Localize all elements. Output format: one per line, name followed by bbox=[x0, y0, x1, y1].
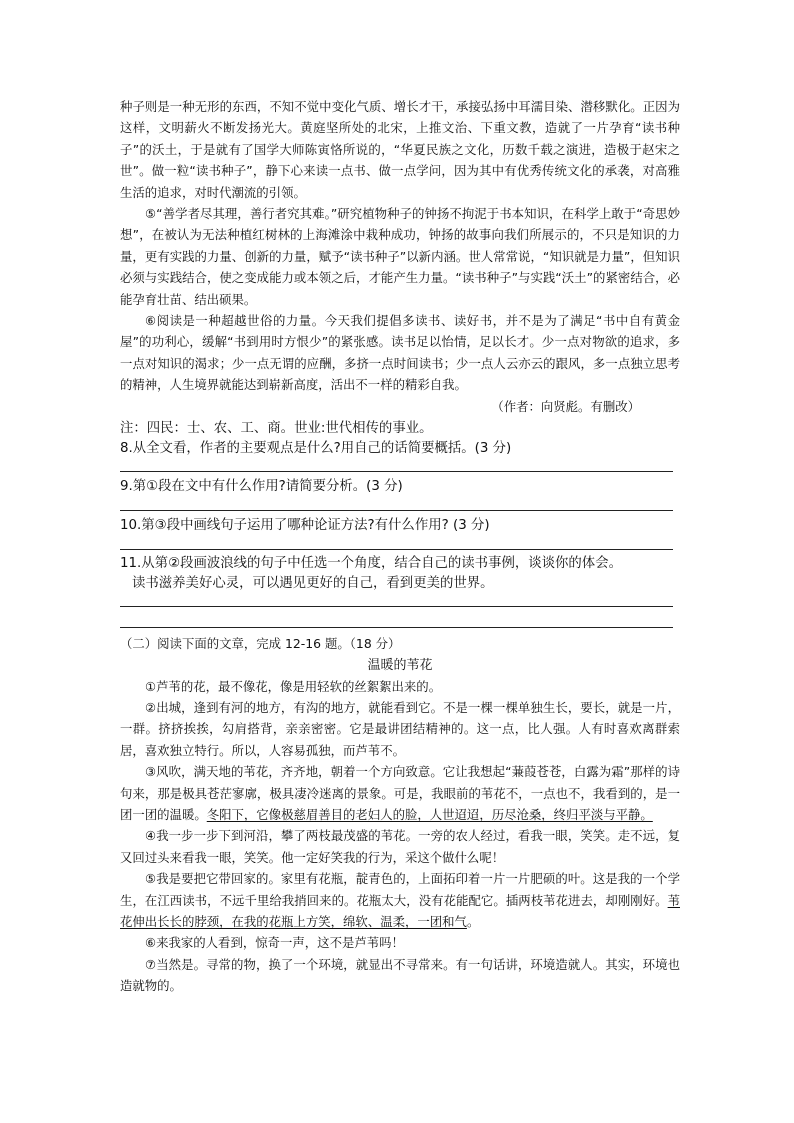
section-2-heading: （二）阅读下面的文章，完成 12-16 题。（18 分） bbox=[120, 636, 401, 652]
footnote: 注：四民：士、农、工、商。世业:世代相传的事业。 bbox=[120, 421, 433, 437]
question-11: 11.从第②段画波浪线的句子中任选一个角度，结合自己的读书事例，谈谈你的体会。 bbox=[120, 556, 622, 572]
passage-paragraph-continued: 种子则是一种无形的东西，不知不觉中变化气质、增长才干，承接弘扬中耳濡目染、潜移默化。正因为这样，文明薪火不断发扬光大。黄庭坚所处的北宋，上推文治、下重文教，造就了一片孕育“读书种子”的沃土，于是就有了国学大师陈寅恪所说的，“华夏民族之文化，历数千载之演进，造极于赵宋之世”。做一粒“读书种子”，静下心来读一点书、做一点学问，因为其中有优秀传统文化的承袭，对高雅生活的追求，对时代潮流的引领。 bbox=[120, 99, 680, 200]
paragraph-5-end: 。 bbox=[466, 913, 480, 929]
article-paragraph-1: ①芦苇的花，最不像花，像是用轻软的丝絮絮出来的。 bbox=[145, 678, 442, 694]
article-paragraph-2: ②出城，逢到有河的地方，有沟的地方，就能看到它。不是一棵一棵单独生长，要长，就是一片，一群。挤挤挨挨，勾肩搭背，亲亲密密。它是最讲团结精神的。这一点，比人强。人有时喜欢离群索居，喜欢独立特行。所以，人容易孤独，而芦苇不。 bbox=[120, 699, 680, 758]
paragraph-3-text: ③风吹，满天地的苇花，齐齐地，朝着一个方向致意。它让我想起“蒹葭苍苍，白露为霜”那样的诗句来，那是极具苍茫寥廓，极具凄冷迷离的景象。可是，我眼前的苇花不，一点也不，我看到的，是一团一团的温暖。 bbox=[120, 764, 680, 822]
author-credit: （作者：向贤彪。有删改） bbox=[491, 398, 640, 414]
underlined-sentence: 冬阳下，它像极慈眉善目的老妇人的脸，人世迢迢，历尽沧桑，终归平淡与平静。 bbox=[206, 806, 653, 822]
answer-line[interactable] bbox=[120, 549, 673, 550]
exam-page bbox=[120, 96, 680, 997]
paragraph-5-text: ⑤我是要把它带回家的。家里有花瓶，靛青色的，上面拓印着一片一片肥硕的叶。这是我的一个学生，在江西读书，不远千里给我捎回来的。花瓶太大，没有花能配它。插两枝苇花进去，却刚刚好。 bbox=[120, 871, 680, 908]
article-paragraph-5 bbox=[120, 868, 680, 932]
underlined-sentence: 苇花伸出长长的脖颈，在我的花瓶上方笑，绵软、温柔，一团和气 bbox=[120, 892, 680, 929]
question-11-answer: 读书滋养美好心灵，可以遇见更好的自己，看到更美的世界。 bbox=[132, 576, 494, 592]
article-title: 温暖的苇花 bbox=[367, 657, 433, 673]
question-10: 10.第③段中画线句子运用了哪种论证方法?有什么作用? (3 分) bbox=[120, 518, 490, 534]
article-paragraph-6: ⑥来我家的人看到，惊奇一声，这不是芦苇吗！ bbox=[145, 935, 404, 951]
article-paragraph-4: ④我一步一步下到河沿，攀了两枝最茂盛的苇花。一旁的农人经过，看我一眼，笑笑。走不远，复又回过头来看我一眼，笑笑。他一定好笑我的行为，采这个做什么呢！ bbox=[120, 828, 680, 865]
question-9: 9.第①段在文中有什么作用?请简要分析。(3 分) bbox=[120, 479, 403, 495]
question-8: 8.从全文看，作者的主要观点是什么?用自己的话简要概括。(3 分) bbox=[120, 441, 512, 457]
article-paragraph-7: ⑦当然是。寻常的物，换了一个环境，就显出不寻常来。有一句话讲，环境造就人。其实，环境也造就物的。 bbox=[120, 956, 680, 994]
passage-paragraph-5: ⑤“善学者尽其理，善行者究其难。”研究植物种子的钟扬不拘泥于书本知识，在科学上敢于“奇思妙想”，在被认为无法种植红树林的上海滩涂中栽种成功，钟扬的故事向我们所展示的，不只是知识的力量，更有实践的力量、创新的力量，赋予“读书种子”以新内涵。世人常常说，“知识就是力量”，但知识必须与实践结合，使之变成能力或本领之后，才能产生力量。“读书种子”与实践“沃土”的紧密结合，必能孕育壮苗、结出硕果。 bbox=[120, 206, 680, 307]
article-paragraph-3 bbox=[120, 761, 680, 825]
passage-paragraph-6: ⑥阅读是一种超越世俗的力量。今天我们提倡多读书、读好书，并不是为了满足“书中自有黄金屋”的功利心，缓解“书到用时方恨少”的紧张感。读书足以怡情，足以长才。少一点对物欲的追求，多一点对知识的渴求；少一点无谓的应酬，多挤一点时间读书；少一点人云亦云的跟风，多一点独立思考的精神，人生境界就能达到崭新高度，活出不一样的精彩自我。 bbox=[120, 313, 680, 393]
answer-line[interactable] bbox=[120, 471, 673, 472]
answer-line[interactable] bbox=[120, 606, 673, 607]
answer-line[interactable] bbox=[120, 627, 673, 628]
answer-line[interactable] bbox=[120, 510, 673, 511]
